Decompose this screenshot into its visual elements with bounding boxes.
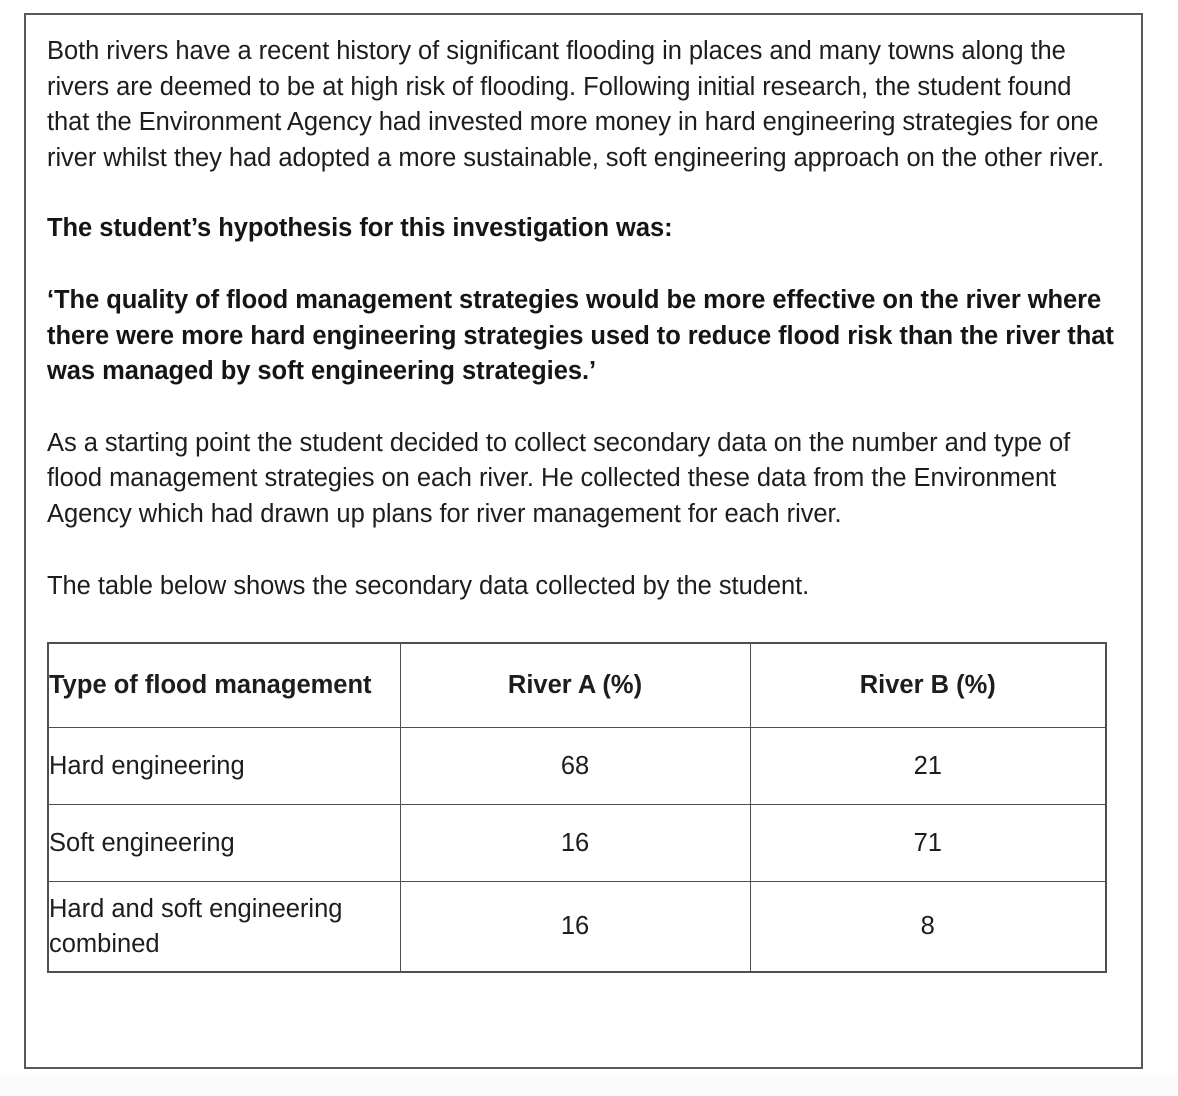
paragraph-spacer bbox=[47, 176, 1119, 211]
paragraph-secondary-data: As a starting point the student decided to collect secondary data on the number and type of flood management strategies on each river. He collected these data from the Environment Agency which had drawn up plans for river management for each river. bbox=[47, 428, 1071, 528]
paragraph-table-caption: The table below shows the secondary data collected by the student. bbox=[47, 571, 810, 600]
page-footer-strip bbox=[0, 1075, 1178, 1096]
paragraph-spacer bbox=[47, 390, 1119, 426]
table-row bbox=[48, 728, 1106, 805]
cell-type: Hard engineering bbox=[48, 728, 400, 805]
cell-river-a: 16 bbox=[400, 882, 750, 973]
paragraph-intro: Both rivers have a recent history of significant flooding in places and many towns along the rivers are deemed to be at high risk of flooding. Following initial research, the student found that the Environment Agency had invested more money in hard engineering strategies for one river whilst they had adopted a more sustainable, soft engineering approach on the other river. bbox=[47, 37, 1104, 172]
paragraph-hypothesis-statement: ‘The quality of flood management strategies would be more effective on the river where there were more hard engineering strategies used to reduce flood risk than the river that was managed by soft engineering strategies.’ bbox=[47, 285, 1114, 386]
paragraph-spacer bbox=[47, 533, 1119, 569]
flood-management-data-table bbox=[47, 642, 1107, 973]
exam-question-card bbox=[24, 13, 1143, 1069]
table-header-row bbox=[48, 643, 1106, 728]
cell-river-b: 8 bbox=[750, 882, 1106, 973]
cell-river-a: 68 bbox=[400, 728, 750, 805]
table-row bbox=[48, 882, 1106, 973]
cell-river-b: 21 bbox=[750, 728, 1106, 805]
cell-river-a: 16 bbox=[400, 805, 750, 882]
paragraph-spacer bbox=[47, 247, 1119, 283]
card-content bbox=[47, 34, 1119, 973]
column-header-river-b: River B (%) bbox=[750, 643, 1106, 728]
cell-type: Soft engineering bbox=[48, 805, 400, 882]
table-row bbox=[48, 805, 1106, 882]
column-header-river-a: River A (%) bbox=[400, 643, 750, 728]
paragraph-hypothesis-lead: The student’s hypothesis for this investigation was: bbox=[47, 214, 673, 243]
cell-river-b: 71 bbox=[750, 805, 1106, 882]
cell-type: Hard and soft engineering combined bbox=[48, 882, 400, 973]
column-header-type: Type of flood management bbox=[48, 643, 400, 728]
